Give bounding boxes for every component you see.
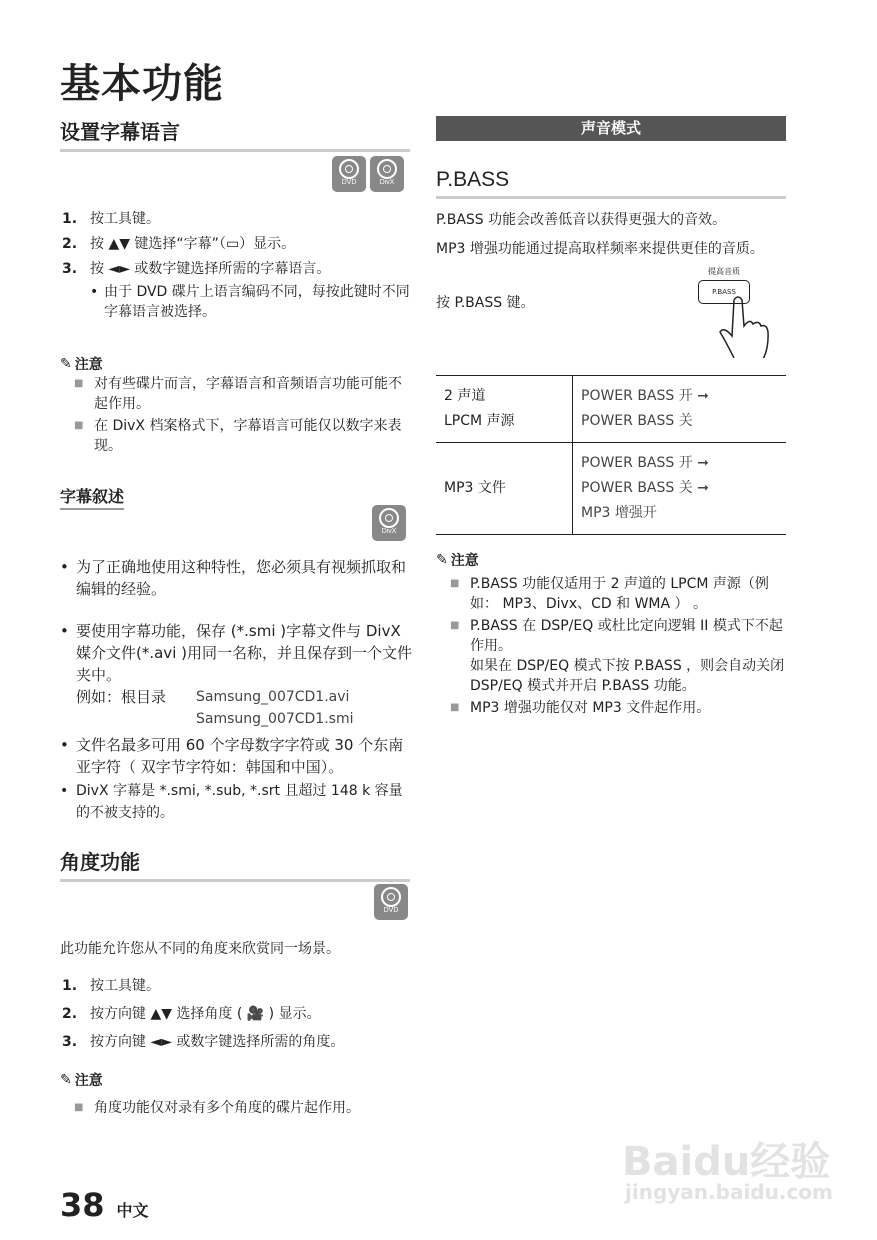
bullet-item: • 为了正确地使用这种特性，您必须具有视频抓取和编辑的经验。 xyxy=(60,556,412,600)
badge-label: DivX xyxy=(379,179,395,186)
step xyxy=(62,257,412,282)
pbass-button-illustration xyxy=(698,266,773,356)
pencil-icon: ✎ xyxy=(436,552,448,568)
disc-badges xyxy=(372,505,406,541)
example-files xyxy=(196,686,354,730)
note-heading xyxy=(60,354,410,374)
step-number: 1. xyxy=(62,211,78,227)
dvd-badge-icon xyxy=(332,156,366,192)
step-number: 3. xyxy=(62,1034,78,1050)
pbass-table xyxy=(436,375,786,535)
note-text: MP3 增强功能仅对 MP3 文件起作用。 xyxy=(470,700,711,716)
baidu-watermark-logo: Baidu经验 xyxy=(622,1139,831,1185)
note-item: ■ MP3 增强功能仅对 MP3 文件起作用。 xyxy=(450,700,711,716)
note-item: ■ 角度功能仅对录有多个角度的碟片起作用。 xyxy=(74,1100,360,1116)
step-text: 按 ▲▼ 键选择“字幕”（▭）显示。 xyxy=(90,236,296,252)
page-language: 中文 xyxy=(116,1201,149,1220)
sound-mode-band: 声音模式 xyxy=(436,116,786,141)
note-text: 角度功能仅对录有多个角度的碟片起作用。 xyxy=(94,1100,360,1116)
table-row xyxy=(436,443,786,535)
bullet-text: DivX 字幕是 *.smi, *.sub, *.srt 且超过 148 k 容量的不被支持的。 xyxy=(76,783,403,821)
dvd-badge-icon xyxy=(374,884,408,920)
step-text: 按方向键 ▲▼ 选择角度 ( 🎥 ) 显示。 xyxy=(90,1006,321,1022)
step-number: 2. xyxy=(62,236,78,252)
cell-text: MP3 文件 xyxy=(444,480,506,496)
baidu-watermark-url: jingyan.baidu.com xyxy=(625,1180,833,1204)
badge-label: DVD xyxy=(383,907,399,914)
section-heading-pbass: P.BASS xyxy=(436,168,786,199)
step-text: 按 ◄► 或数字键选择所需的字幕语言。 xyxy=(90,261,331,277)
bullet-text: 为了正确地使用这种特性，您必须具有视频抓取和编辑的经验。 xyxy=(76,558,407,598)
note-title: 注意 xyxy=(74,357,103,373)
note-heading xyxy=(60,1070,410,1090)
note-block xyxy=(436,550,786,720)
source-cell xyxy=(436,443,573,535)
cell-text: 2 声道 xyxy=(444,388,486,404)
hand-pointer-icon xyxy=(698,288,773,358)
example-label: 例如：根目录 xyxy=(76,688,167,706)
section-heading-subtitle-desc: 字幕叙述 xyxy=(60,484,124,510)
pencil-icon: ✎ xyxy=(60,1072,72,1088)
steps-list xyxy=(62,972,412,1056)
pencil-icon: ✎ xyxy=(60,356,72,372)
divx-badge-icon xyxy=(370,156,404,192)
mp3-desc: MP3 增强功能通过提高取样频率来提供更佳的音质。 xyxy=(436,241,764,257)
sub-bullet: • 由于 DVD 碟片上语言编码不同，每按此键时不同字幕语言被选择。 xyxy=(62,282,412,322)
note-item: ■ 在 DivX 档案格式下，字幕语言可能仅以数字来表现。 xyxy=(60,416,410,456)
step xyxy=(62,972,412,1000)
mode-cell xyxy=(573,443,787,535)
step xyxy=(62,1028,412,1056)
step-text: 按工具键。 xyxy=(90,978,160,994)
note-title: 注意 xyxy=(74,1073,103,1089)
example-file: Samsung_007CD1.smi xyxy=(196,711,354,727)
press-pbass: 按 P.BASS 键。 xyxy=(436,295,535,311)
divx-badge-icon xyxy=(372,505,406,541)
note-text: 在 DivX 档案格式下，字幕语言可能仅以数字来表现。 xyxy=(94,418,402,454)
step xyxy=(62,207,412,232)
example-file: Samsung_007CD1.avi xyxy=(196,689,350,705)
cell-text: POWER BASS 开 ➞ xyxy=(581,388,709,404)
note-title: 注意 xyxy=(450,553,479,569)
step-text: 按工具键。 xyxy=(90,211,160,227)
note-block xyxy=(60,354,410,458)
note-text: P.BASS 功能仅适用于 2 声道的 LPCM 声源（例如： MP3、Divx、CD 和 WMA ） 。 xyxy=(470,576,769,612)
page-title: 基本功能 xyxy=(60,61,224,107)
cell-text: LPCM 声源 xyxy=(444,413,515,429)
sub-bullet-text: 由于 DVD 碟片上语言编码不同，每按此键时不同字幕语言被选择。 xyxy=(104,284,410,320)
step-text: 按方向键 ◄► 或数字键选择所需的角度。 xyxy=(90,1034,345,1050)
source-cell xyxy=(436,376,573,443)
cell-text: POWER BASS 关 ➞ xyxy=(581,480,709,496)
pbass-button: P.BASS xyxy=(698,280,750,304)
note-item: ■ P.BASS 功能仅适用于 2 声道的 LPCM 声源（例如： MP3、Divx、CD 和 WMA ） 。 xyxy=(436,574,786,614)
page-footer xyxy=(60,1186,149,1224)
step-number: 1. xyxy=(62,978,78,994)
cell-text: MP3 增强开 xyxy=(581,505,657,521)
step xyxy=(62,1000,412,1028)
mode-cell xyxy=(573,376,787,443)
bullet-text: 要使用字幕功能，保存 (*.smi )字幕文件与 DivX 媒介文件(*.avi )用同一名称，并且保存到一个文件夹中。 xyxy=(76,622,412,684)
note-text: 对有些碟片而言，字幕语言和音频语言功能可能不起作用。 xyxy=(94,376,402,412)
note-text: P.BASS 在 DSP/EQ 或杜比定向逻辑 II 模式下不起作用。 xyxy=(470,618,783,654)
bullet-item: • DivX 字幕是 *.smi, *.sub, *.srt 且超过 148 k 容量的不被支持的。 xyxy=(60,780,412,824)
bullet-text: 文件名最多可用 60 个字母数字字符或 30 个东南亚字符（ 双字节字符如：韩国和中国）。 xyxy=(76,736,404,776)
badge-label: DVD xyxy=(341,179,357,186)
page-number: 38 xyxy=(60,1186,105,1224)
note-text: 如果在 DSP/EQ 模式下按 P.BASS ，则会自动关闭 DSP/EQ 模式并开启 P.BASS 功能。 xyxy=(470,658,785,694)
disc-badges xyxy=(374,884,408,920)
steps-list xyxy=(62,207,412,322)
button-caption: 提高音质 xyxy=(708,267,740,276)
table-row xyxy=(436,376,786,443)
bullet-item: • 文件名最多可用 60 个字母数字字符或 30 个东南亚字符（ 双字节字符如：韩国和中国）。 xyxy=(60,734,412,778)
note-item: ■ P.BASS 在 DSP/EQ 或杜比定向逻辑 II 模式下不起作用。 如果在 DSP/EQ 模式下按 P.BASS ，则会自动关闭 DSP/EQ 模式并开启 P.BASS 功能。 xyxy=(450,618,785,694)
disc-badges xyxy=(332,156,404,192)
section-heading-subtitle-language: 设置字幕语言 xyxy=(60,116,410,152)
badge-label: DivX xyxy=(381,528,397,535)
angle-intro: 此功能允许您从不同的角度来欣赏同一场景。 xyxy=(60,941,340,957)
note-item: ■ 对有些碟片而言，字幕语言和音频语言功能可能不起作用。 xyxy=(60,374,410,414)
step-number: 2. xyxy=(62,1006,78,1022)
cell-text: POWER BASS 开 ➞ xyxy=(581,455,709,471)
step xyxy=(62,232,412,257)
note-heading xyxy=(436,550,786,570)
step-number: 3. xyxy=(62,261,78,277)
note-block xyxy=(60,1070,410,1120)
section-heading-angle: 角度功能 xyxy=(60,846,410,882)
example xyxy=(60,686,412,730)
cell-text: POWER BASS 关 xyxy=(581,413,693,429)
note-text-group xyxy=(470,616,786,696)
bullet-item: • 要使用字幕功能，保存 (*.smi )字幕文件与 DivX 媒介文件(*.avi )用同一名称，并且保存到一个文件夹中。 xyxy=(60,622,412,684)
pbass-desc: P.BASS 功能会改善低音以获得更强大的音效。 xyxy=(436,212,727,228)
bullet-list xyxy=(60,556,412,824)
